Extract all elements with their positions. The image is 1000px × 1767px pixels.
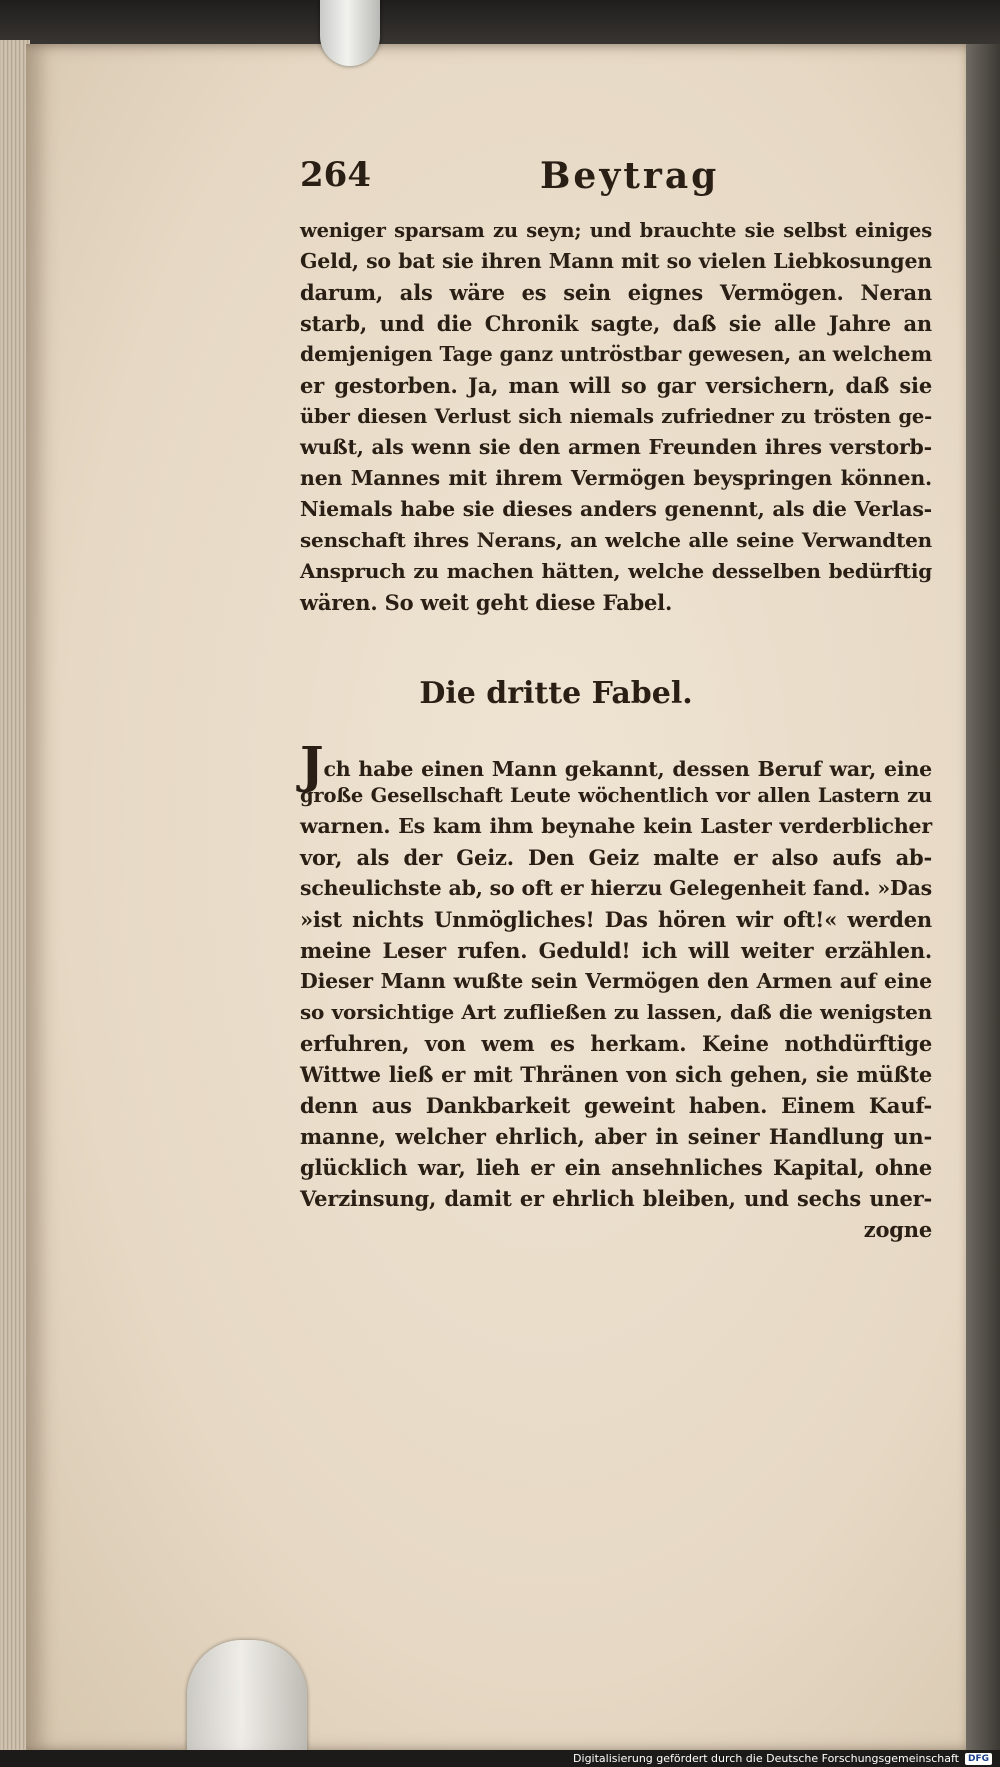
text-line: vor, als der Geiz. Den Geiz malte er also aufs ab- bbox=[300, 845, 932, 870]
text-line: scheulichste ab, so oft er hierzu Gelegenheit fand. »Das bbox=[300, 876, 932, 900]
text-line-dropcap bbox=[300, 735, 932, 794]
paragraph-1 bbox=[300, 215, 932, 618]
page-clip-bottom bbox=[187, 1640, 307, 1750]
text-line: Niemals habe sie dieses anders genennt, als die Verlas- bbox=[300, 497, 932, 521]
dfg-logo: DFG bbox=[965, 1753, 992, 1765]
scanner-frame-top bbox=[0, 0, 1000, 48]
text-line: wären. So weit geht diese Fabel. bbox=[300, 590, 673, 615]
text-line-rest: ch habe einen Mann gekannt, dessen Beruf war, eine bbox=[323, 757, 932, 781]
text-line: große Gesellschaft Leute wöchentlich vor allen Lastern zu bbox=[300, 784, 932, 807]
text-line: manne, welcher ehrlich, aber in seiner Handlung un- bbox=[300, 1124, 932, 1149]
text-line: darum, als wäre es sein eignes Vermögen. Neran bbox=[300, 280, 932, 305]
text-line: denn aus Dankbarkeit geweint haben. Einem Kauf- bbox=[300, 1093, 932, 1118]
binding-shadow bbox=[966, 44, 1000, 1752]
text-line: er gestorben. Ja, man will so gar versichern, daß sie bbox=[300, 373, 932, 398]
funding-credit: Digitalisierung gefördert durch die Deutsche Forschungsgemeinschaft bbox=[573, 1752, 959, 1765]
text-line: nen Mannes mit ihrem Vermögen beyspringen können. bbox=[300, 466, 932, 490]
paragraph-2 bbox=[300, 735, 932, 1245]
page-number: 264 bbox=[300, 155, 371, 195]
page-header bbox=[300, 155, 932, 215]
drop-cap: J bbox=[300, 735, 324, 794]
text-line: warnen. Es kam ihm beynahe kein Laster verderblicher bbox=[300, 814, 932, 838]
text-line: starb, und die Chronik sagte, daß sie alle Jahre an bbox=[300, 311, 932, 336]
footer-bar bbox=[0, 1750, 1000, 1767]
running-title: Beytrag bbox=[540, 155, 720, 197]
text-line: über diesen Verlust sich niemals zufriedner zu trösten ge- bbox=[300, 405, 932, 428]
page-text bbox=[300, 155, 932, 1245]
text-line: senschaft ihres Nerans, an welche alle seine Verwandten bbox=[300, 528, 932, 552]
text-line: glücklich war, lieh er ein ansehnliches Kapital, ohne bbox=[300, 1155, 932, 1180]
catchword: zogne bbox=[863, 1217, 932, 1242]
text-line: meine Leser rufen. Geduld! ich will weiter erzählen. bbox=[300, 938, 932, 963]
section-title: Die dritte Fabel. bbox=[419, 676, 693, 711]
text-line: wußt, als wenn sie den armen Freunden ihres verstorb- bbox=[300, 435, 932, 459]
text-line: weniger sparsam zu seyn; und brauchte sie selbst einiges bbox=[300, 219, 932, 242]
page-clip-top bbox=[320, 0, 380, 66]
text-line: erfuhren, von wem es herkam. Keine nothdürftige bbox=[300, 1031, 932, 1056]
text-line: Verzinsung, damit er ehrlich bleiben, und sechs uner- bbox=[300, 1186, 932, 1211]
text-line: Geld, so bat sie ihren Mann mit so vielen Liebkosungen bbox=[300, 249, 932, 273]
text-line: demjenigen Tage ganz untröstbar gewesen, an welchem bbox=[300, 342, 932, 366]
text-line: »ist nichts Unmögliches! Das hören wir oft!« werden bbox=[300, 907, 932, 932]
text-line: Wittwe ließ er mit Thränen von sich gehen, sie müßte bbox=[300, 1062, 932, 1087]
text-line: so vorsichtige Art zufließen zu lassen, daß die wenigsten bbox=[300, 1000, 932, 1024]
text-line: Anspruch zu machen hätten, welche desselben bedürftig bbox=[300, 559, 932, 583]
text-line: Dieser Mann wußte sein Vermögen den Armen auf eine bbox=[300, 969, 932, 993]
